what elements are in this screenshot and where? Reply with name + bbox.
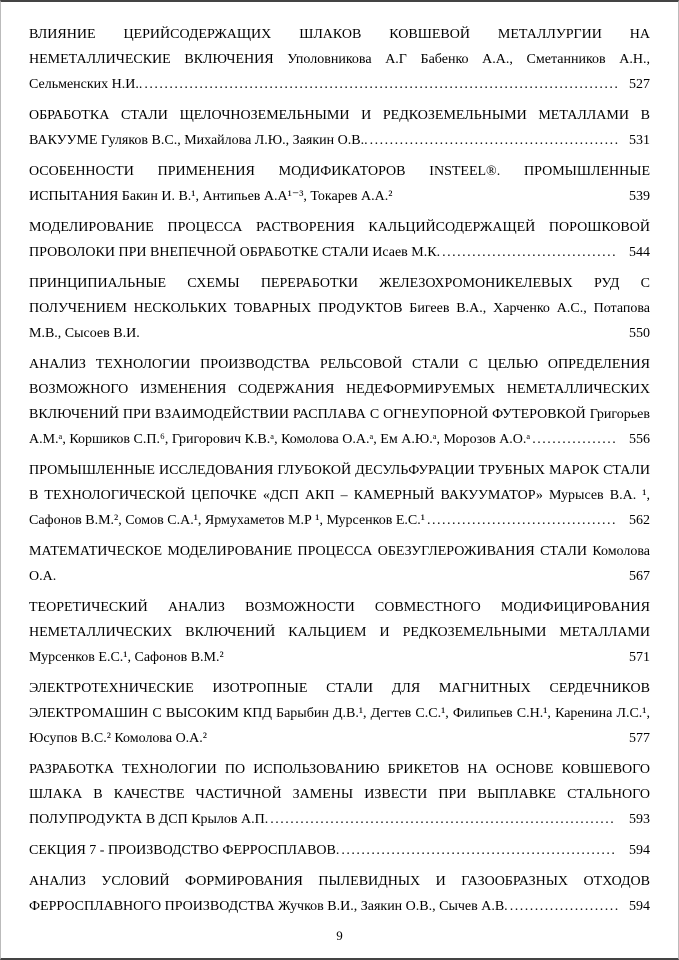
toc-entry-authors: Уполовникова А.Г Бабенко А.А., Сметанников А.Н., Сельменских Н.И.. (29, 52, 651, 92)
toc-entry-authors: Крылов А.П. (187, 812, 269, 827)
toc-entry (29, 838, 650, 863)
toc-entry (29, 539, 650, 589)
toc-entry-page: 567 (625, 564, 650, 589)
toc-entry-title: ЭЛЕКТРОТЕХНИЧЕСКИЕ ИЗОТРОПНЫЕ СТАЛИ ДЛЯ МАГНИТНЫХ СЕРДЕЧНИКОВ ЭЛЕКТРОМАШИН С ВЫСОКИМ КПД (29, 681, 650, 721)
toc-entry (29, 595, 650, 670)
toc-entry-title: ПРИНЦИПИАЛЬНЫЕ СХЕМЫ ПЕРЕРАБОТКИ ЖЕЛЕЗОХРОМОНИКЕЛЕВЫХ РУД С ПОЛУЧЕНИЕМ НЕСКОЛЬКИХ ТОВАРНЫХ ПРОДУКТОВ (29, 276, 650, 316)
page-footer (1, 928, 678, 944)
toc-list (29, 22, 650, 919)
toc-entry (29, 103, 650, 153)
toc-entry-page: 544 (625, 240, 650, 265)
toc-leader-dots: ................. (532, 432, 618, 447)
toc-entry-authors: Гуляков В.С., Михайлова Л.Ю., Заякин О.В.. (97, 133, 368, 148)
toc-entry-title: ОСОБЕННОСТИ ПРИМЕНЕНИЯ МОДИФИКАТОРОВ INSTEEL®. ПРОМЫШЛЕННЫЕ ИСПЫТАНИЯ (29, 164, 650, 204)
toc-leader-dots: ....................................................... (341, 843, 617, 858)
toc-entry (29, 757, 650, 832)
toc-entry-authors: Бакин И. В.¹, Антипьев А.А¹⁻³, Токарев А.А.² (118, 189, 393, 204)
toc-entry-page: 527 (625, 72, 650, 97)
toc-entry (29, 676, 650, 751)
toc-entry-page: 562 (625, 508, 650, 533)
toc-entry-page: 593 (625, 807, 650, 832)
toc-entry-page: 550 (625, 321, 650, 346)
toc-entry-authors: Жучков В.И., Заякин О.В., Сычев А.В. (274, 899, 508, 914)
toc-entry-page: 539 (625, 184, 650, 209)
toc-entry-title: ПРОМЫШЛЕННЫЕ ИССЛЕДОВАНИЯ ГЛУБОКОЙ ДЕСУЛЬФУРАЦИИ ТРУБНЫХ МАРОК СТАЛИ В ТЕХНОЛОГИЧЕСКОЙ ЦЕПОЧКЕ «ДСП АКП – КАМЕРНЫЙ ВАКУУМАТОР» (29, 463, 650, 503)
toc-entry-page: 556 (625, 427, 650, 452)
toc-entry-authors: Бигеев В.А., Харченко А.С., Потапова М.В., Сысоев В.И. (29, 301, 650, 341)
toc-leader-dots: ................................... (442, 245, 618, 260)
toc-entry-authors: Барыбин Д.В.¹, Дегтев С.С.¹, Филипьев С.Н.¹, Каренина Л.С.¹, Юсупов В.С.² Комолова О.А.² (29, 706, 650, 746)
toc-entry-title: МАТЕМАТИЧЕСКОЕ МОДЕЛИРОВАНИЕ ПРОЦЕССА ОБЕЗУГЛЕРОЖИВАНИЯ СТАЛИ (29, 544, 587, 559)
toc-entry-title: РАЗРАБОТКА ТЕХНОЛОГИИ ПО ИСПОЛЬЗОВАНИЮ БРИКЕТОВ НА ОСНОВЕ КОВШЕВОГО ШЛАКА В КАЧЕСТВЕ ЧАСТИЧНОЙ ЗАМЕНЫ ИЗВЕСТИ ПРИ ВЫПЛАВКЕ СТАЛЬНОГО ПОЛУПРОДУКТА В ДСП (29, 762, 650, 827)
toc-entry-page: 577 (625, 726, 650, 751)
toc-entry-authors: Комолова О.А. (29, 544, 650, 584)
toc-leader-dots: ..................................................................... (270, 812, 616, 827)
toc-leader-dots: ............................................................................................... (144, 77, 620, 92)
toc-entry-page: 594 (625, 838, 650, 863)
toc-entry-page: 594 (625, 894, 650, 919)
toc-entry-title: ТЕОРЕТИЧЕСКИЙ АНАЛИЗ ВОЗМОЖНОСТИ СОВМЕСТНОГО МОДИФИЦИРОВАНИЯ НЕМЕТАЛЛИЧЕСКИХ ВКЛЮЧЕНИЙ КАЛЬЦИЕМ И РЕДКОЗЕМЕЛЬНЫМИ МЕТАЛЛАМИ (29, 600, 650, 640)
toc-leader-dots: .................................................. (369, 133, 620, 148)
toc-entry (29, 22, 650, 97)
toc-entry (29, 215, 650, 265)
toc-entry-authors: Исаев М.К. (368, 245, 441, 260)
toc-entry-page: 531 (625, 128, 650, 153)
footer-page-number: 9 (336, 928, 343, 943)
toc-entry-authors: Мурсенков Е.С.¹, Сафонов В.М.² (29, 650, 224, 665)
toc-entry-title: МОДЕЛИРОВАНИЕ ПРОЦЕССА РАСТВОРЕНИЯ КАЛЬЦИЙСОДЕРЖАЩЕЙ ПОРОШКОВОЙ ПРОВОЛОКИ ПРИ ВНЕПЕЧНОЙ ОБРАБОТКЕ СТАЛИ (29, 220, 650, 260)
toc-entry (29, 159, 650, 209)
toc-entry (29, 271, 650, 346)
toc-leader-dots: ...................... (509, 899, 620, 914)
toc-entry (29, 869, 650, 919)
toc-entry (29, 352, 650, 452)
toc-entry-title: ОБРАБОТКА СТАЛИ ЩЕЛОЧНОЗЕМЕЛЬНЫМИ И РЕДКОЗЕМЕЛЬНЫМИ МЕТАЛЛАМИ В ВАКУУМЕ (29, 108, 650, 148)
toc-entry (29, 458, 650, 533)
toc-entry-title: АНАЛИЗ ТЕХНОЛОГИИ ПРОИЗВОДСТВА РЕЛЬСОВОЙ СТАЛИ С ЦЕЛЬЮ ОПРЕДЕЛЕНИЯ ВОЗМОЖНОГО ИЗМЕНЕНИЯ СОДЕРЖАНИЯ НЕДЕФОРМИРУЕМЫХ НЕМЕТАЛЛИЧЕСКИХ ВКЛЮЧЕНИЙ ПРИ ВЗАИМОДЕЙСТВИИ РАСПЛАВА С ОГНЕУПОРНОЙ ФУТЕРОВКОЙ (29, 357, 650, 422)
toc-entry-title: ВЛИЯНИЕ ЦЕРИЙСОДЕРЖАЩИХ ШЛАКОВ КОВШЕВОЙ МЕТАЛЛУРГИИ НА НЕМЕТАЛЛИЧЕСКИЕ ВКЛЮЧЕНИЯ (29, 27, 650, 67)
toc-entry-authors: Григорьев А.М.ᵃ, Коршиков С.П.⁶, Григорович К.В.ᵃ, Комолова О.А.ᵃ, Ем А.Ю.ᵃ, Морозов А.О.ᵃ (29, 407, 650, 447)
toc-entry-authors: Мурысев В.А. ¹, Сафонов В.М.², Сомов С.А.¹, Ярмухаметов М.Р ¹, Мурсенков Е.С.¹ (29, 488, 650, 528)
toc-entry-title: АНАЛИЗ УСЛОВИЙ ФОРМИРОВАНИЯ ПЫЛЕВИДНЫХ И ГАЗООБРАЗНЫХ ОТХОДОВ ФЕРРОСПЛАВНОГО ПРОИЗВОДСТВА (29, 874, 650, 914)
toc-leader-dots: ...................................... (426, 513, 617, 528)
toc-entry-page: 571 (625, 645, 650, 670)
toc-entry-title: СЕКЦИЯ 7 - ПРОИЗВОДСТВО ФЕРРОСПЛАВОВ. (29, 843, 340, 858)
